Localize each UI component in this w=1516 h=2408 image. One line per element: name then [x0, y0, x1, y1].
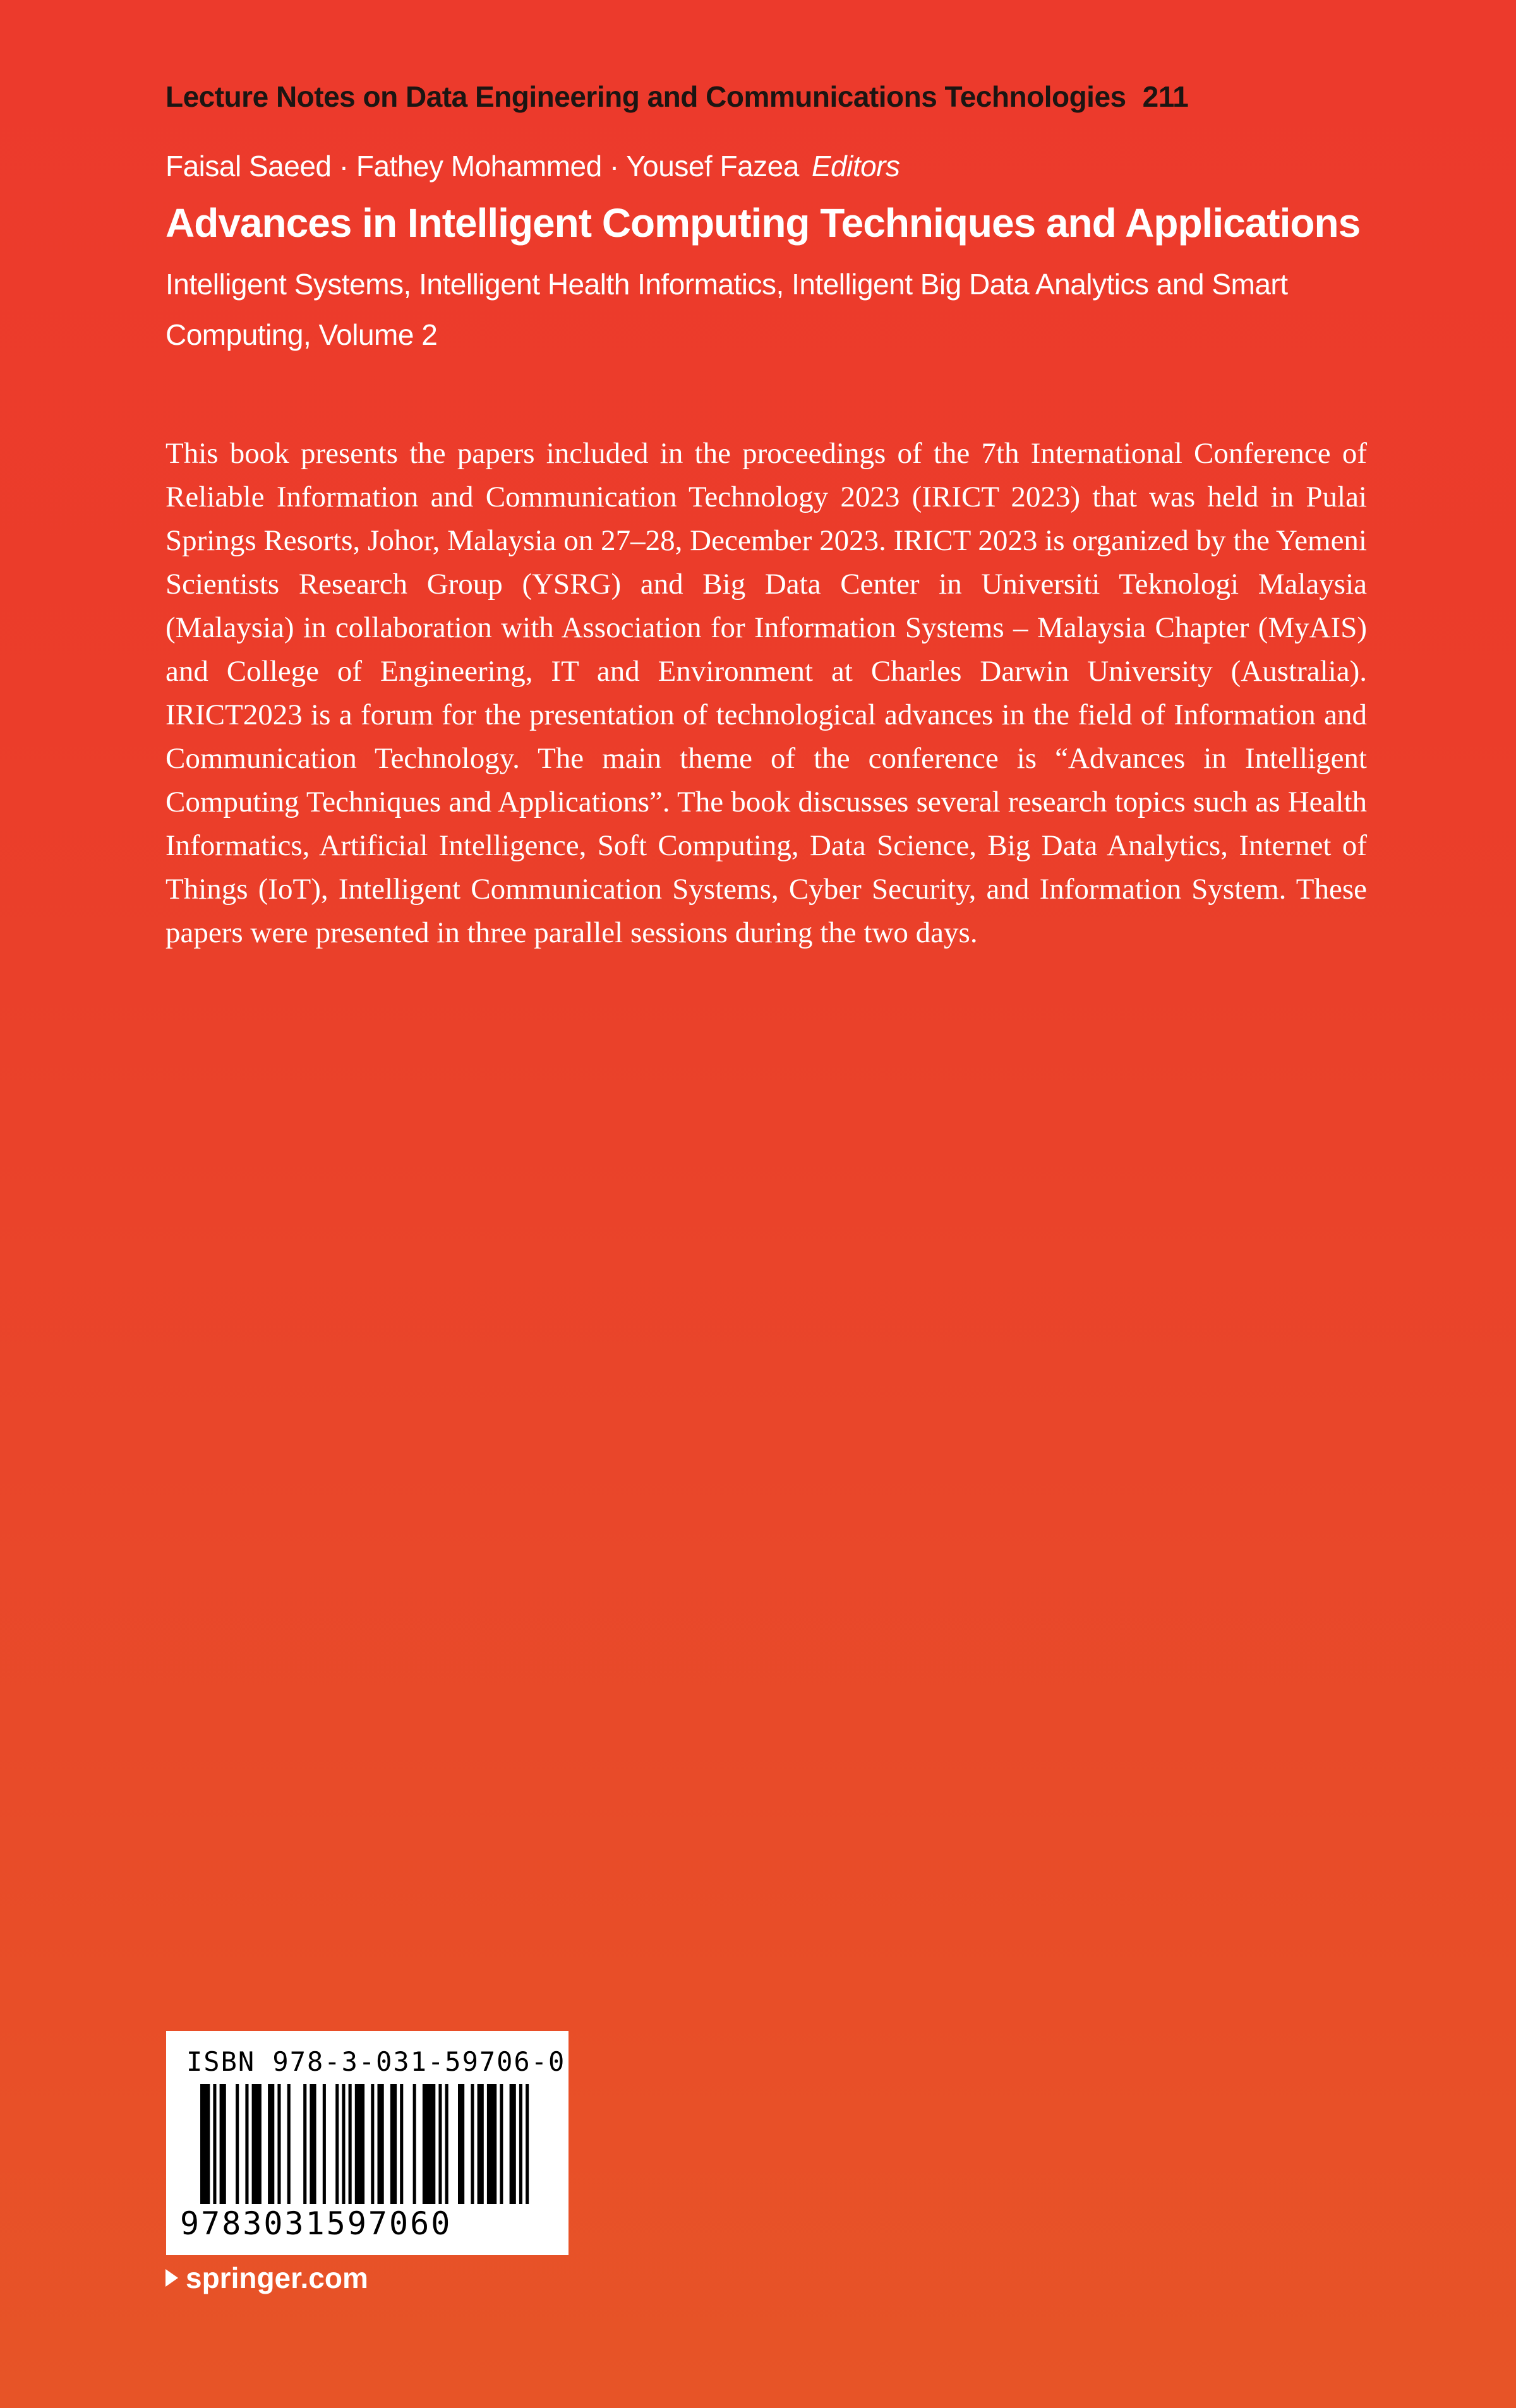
series-line	[165, 80, 1188, 114]
barcode-bar	[342, 2084, 345, 2204]
barcode-bar	[371, 2084, 374, 2204]
barcode-bar	[378, 2084, 384, 2204]
barcode-bar	[310, 2084, 316, 2204]
barcode-bar	[349, 2084, 352, 2204]
barcode-bar	[213, 2084, 216, 2204]
barcode-bar	[510, 2084, 516, 2204]
barcode-bar	[438, 2084, 442, 2204]
barcode-bar	[268, 2084, 274, 2204]
barcode-bar	[287, 2084, 291, 2204]
barcode-digits: 9783031597060	[180, 2205, 452, 2242]
website-label: springer.com	[186, 2261, 368, 2294]
play-arrow-icon	[165, 2269, 178, 2287]
editors-role: Editors	[811, 150, 900, 183]
barcode-bar	[487, 2084, 496, 2204]
barcode-bar	[277, 2084, 280, 2204]
barcode-bar	[471, 2084, 474, 2204]
barcode-bar	[303, 2084, 306, 2204]
barcode-bar	[526, 2084, 529, 2204]
barcode-bar	[500, 2084, 503, 2204]
barcode-bar	[220, 2084, 226, 2204]
isbn-label: ISBN 978-3-031-59706-0	[186, 2046, 566, 2077]
barcode-bar	[413, 2084, 416, 2204]
barcode-bars	[200, 2084, 535, 2204]
barcode-bar	[423, 2084, 435, 2204]
book-abstract: This book presents the papers included in the proceedings of the 7th International Conference of Reliable Information and Communication Technology 2023 (IRICT 2023) that was held in Pulai Springs Resorts, Johor, Malaysia on 27–28, December 2023. IRICT 2023 is organized by the Yemeni Scientists Research Group (YSRG) and Big Data Center in Universiti Teknologi Malaysia (Malaysia) in collaboration with Association for Information Systems – Malaysia Chapter (MyAIS) and College of Engineering, IT and Environment at Charles Darwin University (Australia). IRICT2023 is a forum for the presentation of technological advances in the field of Information and Communication Technology. The main theme of the conference is “Advances in Intelligent Computing Techniques and Applications”. The book discusses several research topics such as Health Informatics, Artificial Intelligence, Soft Computing, Data Science, Big Data Analytics, Internet of Things (IoT), Intelligent Communication Systems, Cyber Security, and Information System. These papers were presented in three parallel sessions during the two days.	[165, 437, 1367, 949]
barcode-bar	[458, 2084, 464, 2204]
isbn-barcode	[166, 2031, 568, 2255]
barcode-bar	[478, 2084, 484, 2204]
barcode-bar	[400, 2084, 403, 2204]
series-name: Lecture Notes on Data Engineering and Communications Technologies	[165, 80, 1126, 113]
barcode-bar	[252, 2084, 262, 2204]
barcode-bar	[245, 2084, 248, 2204]
barcode-bar	[236, 2084, 239, 2204]
editors-line	[165, 149, 900, 183]
barcode-bar	[445, 2084, 448, 2204]
barcode-bar	[323, 2084, 326, 2204]
barcode-bar	[390, 2084, 397, 2204]
barcode-bar	[200, 2084, 210, 2204]
series-number: 211	[1142, 80, 1189, 113]
barcode-bar	[355, 2084, 364, 2204]
book-subtitle: Intelligent Systems, Intelligent Health Informatics, Intelligent Big Data Analytics and Smart Computing, Volume 2	[165, 268, 1288, 351]
book-title: Advances in Intelligent Computing Techniques and Applications	[165, 200, 1361, 246]
editor-names: Faisal Saeed · Fathey Mohammed · Yousef Fazea	[165, 150, 799, 183]
barcode-bar	[335, 2084, 339, 2204]
barcode-bar	[519, 2084, 522, 2204]
website-link[interactable]	[165, 2261, 368, 2295]
